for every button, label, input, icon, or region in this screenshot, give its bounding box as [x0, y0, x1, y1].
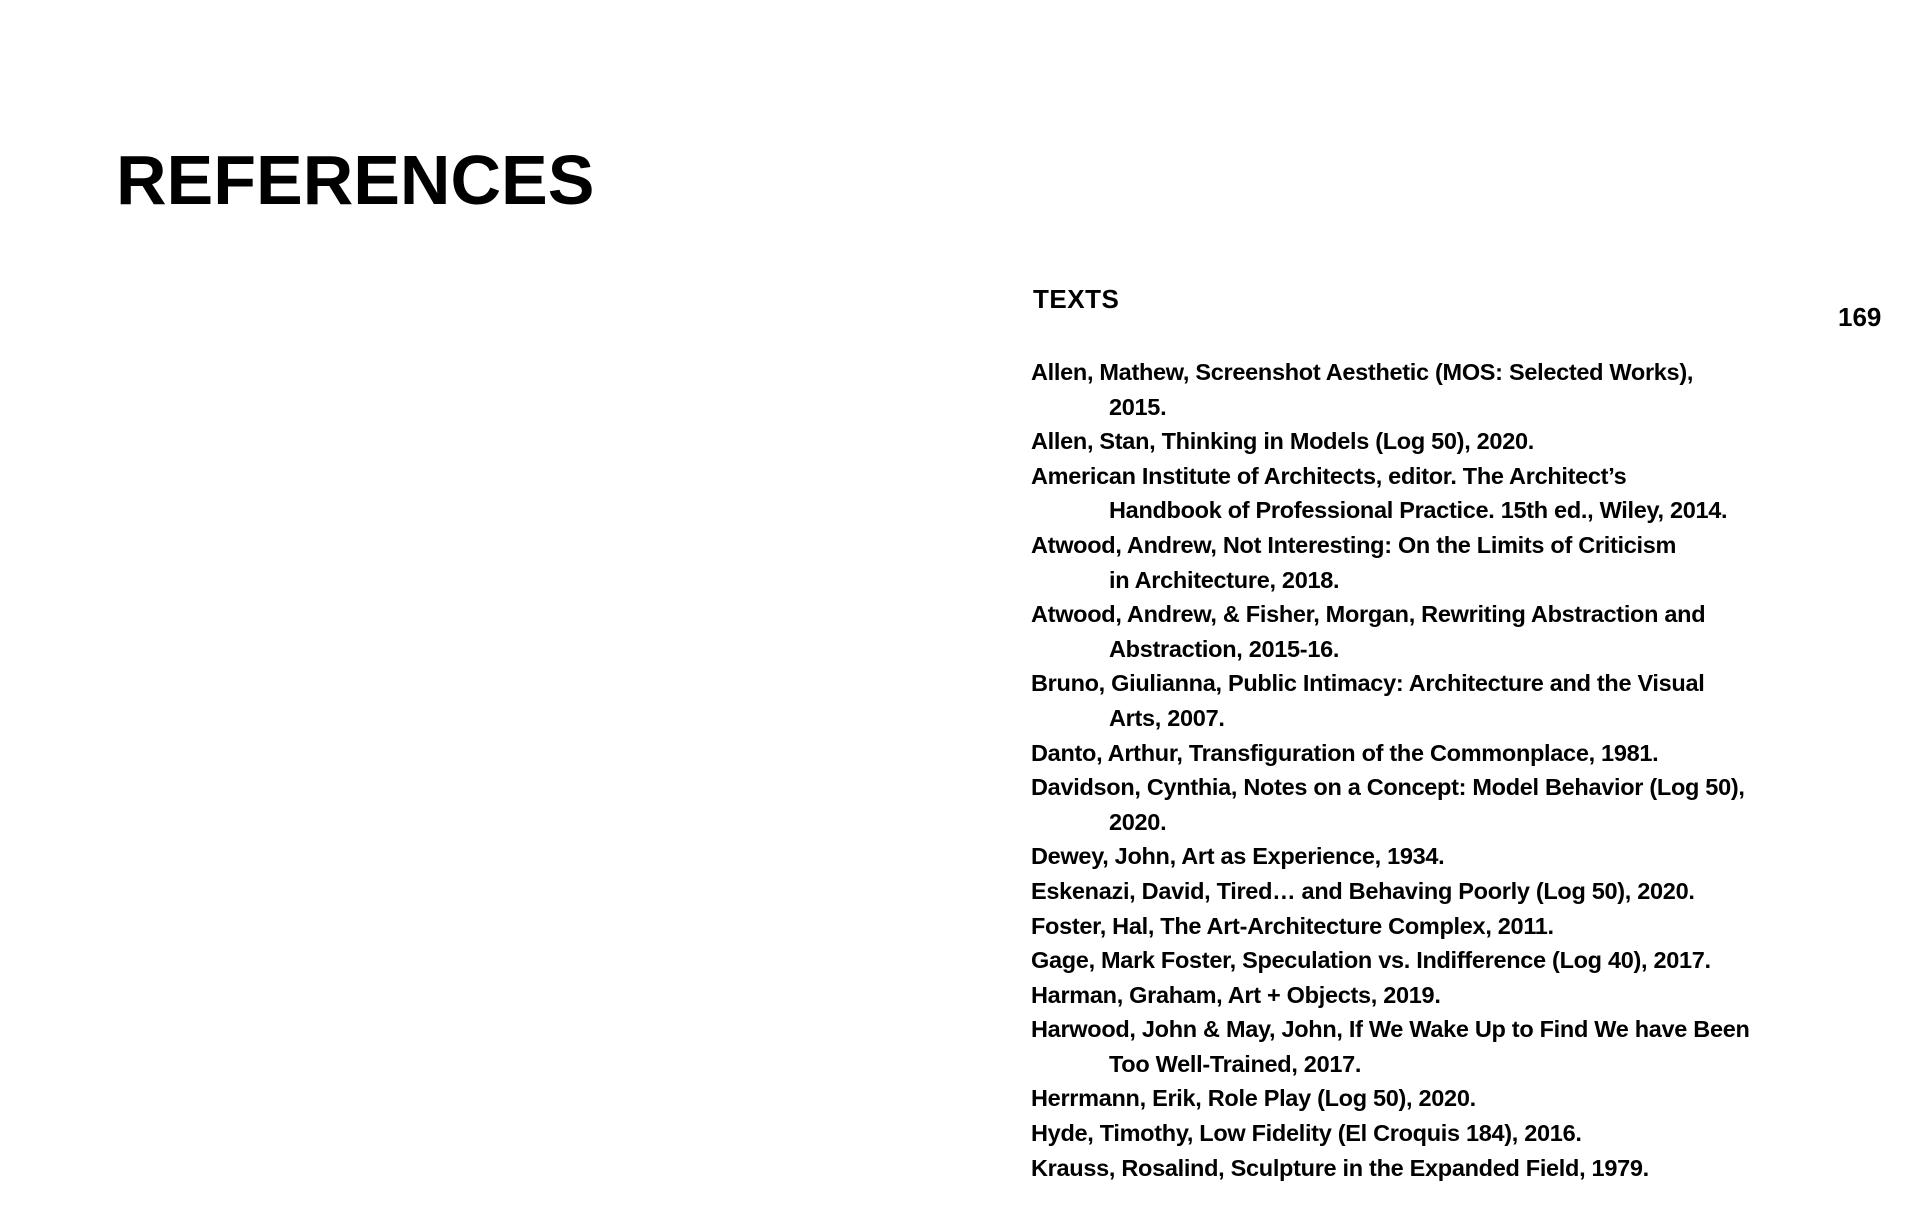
- reference-entry: [1031, 459, 1771, 528]
- reference-entry: [1031, 909, 1771, 944]
- reference-line: Bruno, Giulianna, Public Intimacy: Architecture and the Visual: [1031, 670, 1705, 697]
- reference-entry: [1031, 1151, 1771, 1186]
- reference-line: Allen, Stan, Thinking in Models (Log 50), 2020.: [1031, 428, 1534, 455]
- reference-entry: [1031, 1116, 1771, 1151]
- reference-line: Atwood, Andrew, Not Interesting: On the Limits of Criticism: [1031, 531, 1677, 558]
- reference-line: American Institute of Architects, editor. The Architect’s: [1031, 462, 1627, 489]
- reference-line: Gage, Mark Foster, Speculation vs. Indifference (Log 40), 2017.: [1031, 947, 1711, 974]
- reference-list: [1031, 355, 1771, 1185]
- reference-entry: [1031, 528, 1771, 597]
- reference-entry: [1031, 666, 1771, 735]
- reference-line: Foster, Hal, The Art-Architecture Complex, 2011.: [1031, 912, 1554, 939]
- reference-entry: [1031, 978, 1771, 1013]
- reference-entry: [1031, 1081, 1771, 1116]
- reference-entry: [1031, 736, 1771, 771]
- reference-line: Harwood, John & May, John, If We Wake Up to Find We have Been: [1031, 1016, 1750, 1043]
- reference-line: Atwood, Andrew, & Fisher, Morgan, Rewriting Abstraction and: [1031, 601, 1706, 628]
- reference-line: Danto, Arthur, Transfiguration of the Commonplace, 1981.: [1031, 739, 1659, 766]
- reference-continuation-line: 2020.: [1109, 808, 1167, 835]
- reference-continuation-line: Handbook of Professional Practice. 15th ed., Wiley, 2014.: [1109, 497, 1728, 524]
- reference-entry: [1031, 839, 1771, 874]
- page-number: 169: [1838, 302, 1882, 332]
- reference-continuation-line: 2015.: [1109, 393, 1167, 420]
- reference-line: Harman, Graham, Art + Objects, 2019.: [1031, 981, 1441, 1008]
- reference-line: Hyde, Timothy, Low Fidelity (El Croquis 184), 2016.: [1031, 1120, 1582, 1147]
- reference-line: Allen, Mathew, Screenshot Aesthetic (MOS: Selected Works),: [1031, 359, 1694, 385]
- reference-continuation-line: Abstraction, 2015-16.: [1109, 635, 1340, 662]
- reference-entry: [1031, 943, 1771, 978]
- reference-entry: [1031, 874, 1771, 909]
- reference-entry: [1031, 1012, 1771, 1081]
- reference-continuation-line: Arts, 2007.: [1109, 704, 1225, 731]
- page-title: REFERENCES: [116, 141, 595, 219]
- reference-entry: [1031, 770, 1771, 839]
- reference-line: Eskenazi, David, Tired… and Behaving Poorly (Log 50), 2020.: [1031, 877, 1695, 904]
- reference-continuation-line: in Architecture, 2018.: [1109, 566, 1340, 593]
- reference-entry: [1031, 424, 1771, 459]
- reference-line: Davidson, Cynthia, Notes on a Concept: Model Behavior (Log 50),: [1031, 774, 1745, 801]
- reference-entry: [1031, 355, 1771, 424]
- reference-line: Krauss, Rosalind, Sculpture in the Expanded Field, 1979.: [1031, 1154, 1649, 1181]
- section-heading: TEXTS: [1033, 284, 1120, 314]
- reference-line: Herrmann, Erik, Role Play (Log 50), 2020.: [1031, 1085, 1476, 1112]
- reference-entry: [1031, 597, 1771, 666]
- reference-line: Dewey, John, Art as Experience, 1934.: [1031, 843, 1445, 870]
- reference-continuation-line: Too Well-Trained, 2017.: [1109, 1050, 1362, 1077]
